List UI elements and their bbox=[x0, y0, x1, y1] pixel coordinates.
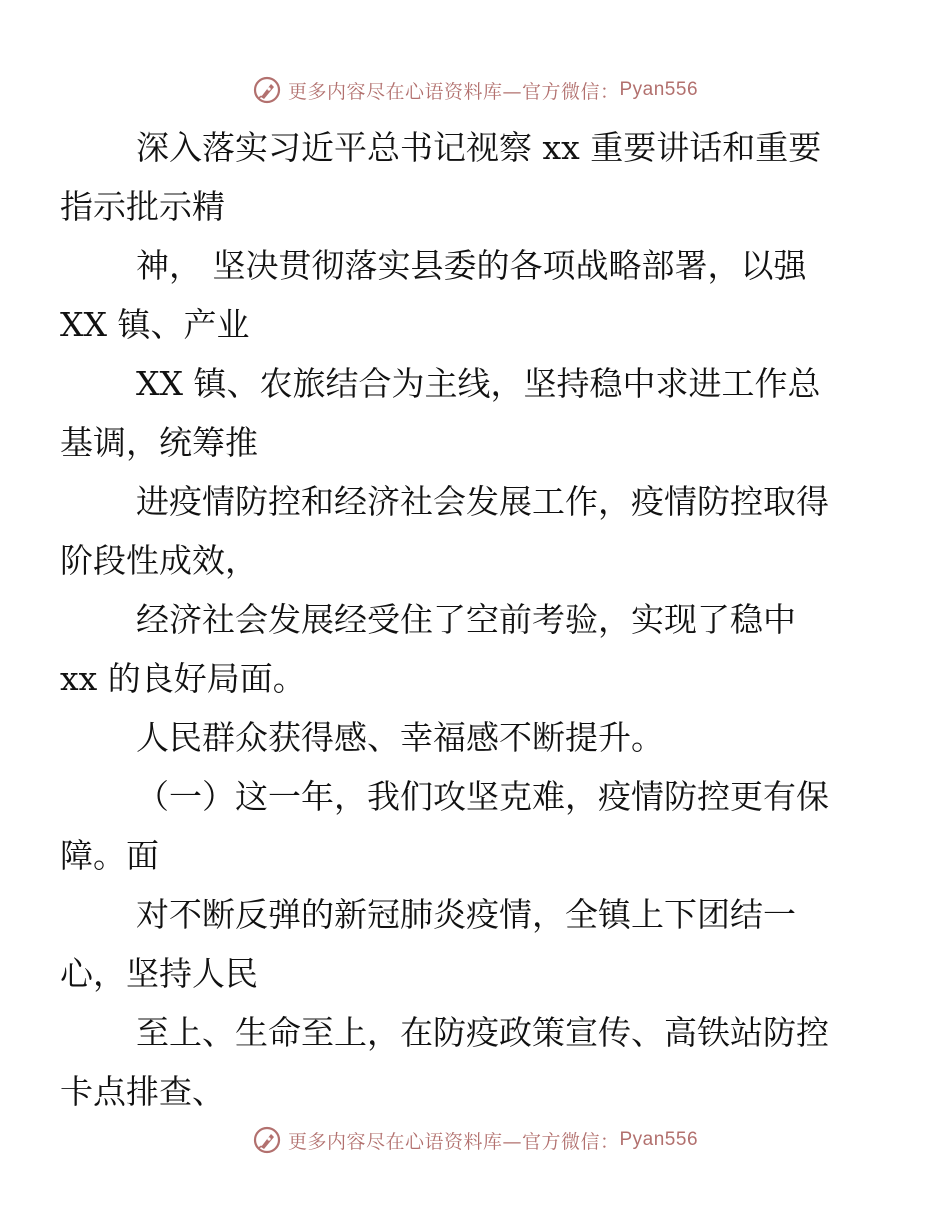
banner-wechat-handle: Pyan556 bbox=[619, 1129, 699, 1150]
paragraph-line: 指示批示精 bbox=[60, 187, 225, 226]
paragraph bbox=[60, 1003, 858, 1121]
document-body bbox=[60, 118, 858, 1121]
banner-text: 更多内容尽在心语资料库—官方微信： bbox=[287, 80, 620, 103]
paragraph-line: 经济社会发展经受住了空前考验，实现了稳中 bbox=[136, 600, 796, 639]
footer-watermark-banner bbox=[0, 1120, 950, 1160]
paragraph-line: 神， 坚决贯彻落实县委的各项战略部署，以强 bbox=[136, 246, 807, 285]
pen-nib-logo-icon bbox=[252, 75, 282, 105]
paragraph bbox=[60, 236, 858, 354]
paragraph-line: XX 镇、农旅结合为主线，坚持稳中求进工作总 bbox=[136, 364, 821, 403]
pen-nib-logo-icon bbox=[252, 1125, 282, 1155]
paragraph-line: 对不断反弹的新冠肺炎疫情，全镇上下团结一 bbox=[136, 895, 796, 934]
paragraph bbox=[60, 767, 858, 885]
paragraph-line: 深入落实习近平总书记视察 xx 重要讲话和重要 bbox=[136, 128, 822, 167]
paragraph-line: XX 镇、产业 bbox=[60, 305, 250, 344]
paragraph bbox=[60, 590, 858, 708]
paragraph bbox=[60, 354, 858, 472]
banner-wechat-handle: Pyan556 bbox=[619, 79, 699, 100]
paragraph-line: 基调，统筹推 bbox=[60, 423, 258, 462]
paragraph-line: 进疫情防控和经济社会发展工作，疫情防控取得 bbox=[136, 482, 829, 521]
paragraph bbox=[98, 708, 858, 767]
paragraph bbox=[60, 118, 858, 236]
paragraph-line: 至上、生命至上，在防疫政策宣传、高铁站防控 bbox=[136, 1013, 829, 1052]
paragraph bbox=[60, 472, 858, 590]
header-watermark-banner bbox=[0, 70, 950, 110]
paragraph-line: 阶段性成效， bbox=[60, 541, 258, 580]
banner-text: 更多内容尽在心语资料库—官方微信： bbox=[287, 1130, 620, 1153]
paragraph-line: 人民群众获得感、幸福感不断提升。 bbox=[136, 718, 664, 757]
paragraph-line: 卡点排查、 bbox=[60, 1072, 225, 1111]
paragraph-line: 障。面 bbox=[60, 836, 159, 875]
paragraph-line: 心，坚持人民 bbox=[60, 954, 258, 993]
paragraph-line: xx 的良好局面。 bbox=[60, 659, 306, 698]
paragraph bbox=[60, 885, 858, 1003]
paragraph-line: （一）这一年，我们攻坚克难，疫情防控更有保 bbox=[136, 777, 829, 816]
